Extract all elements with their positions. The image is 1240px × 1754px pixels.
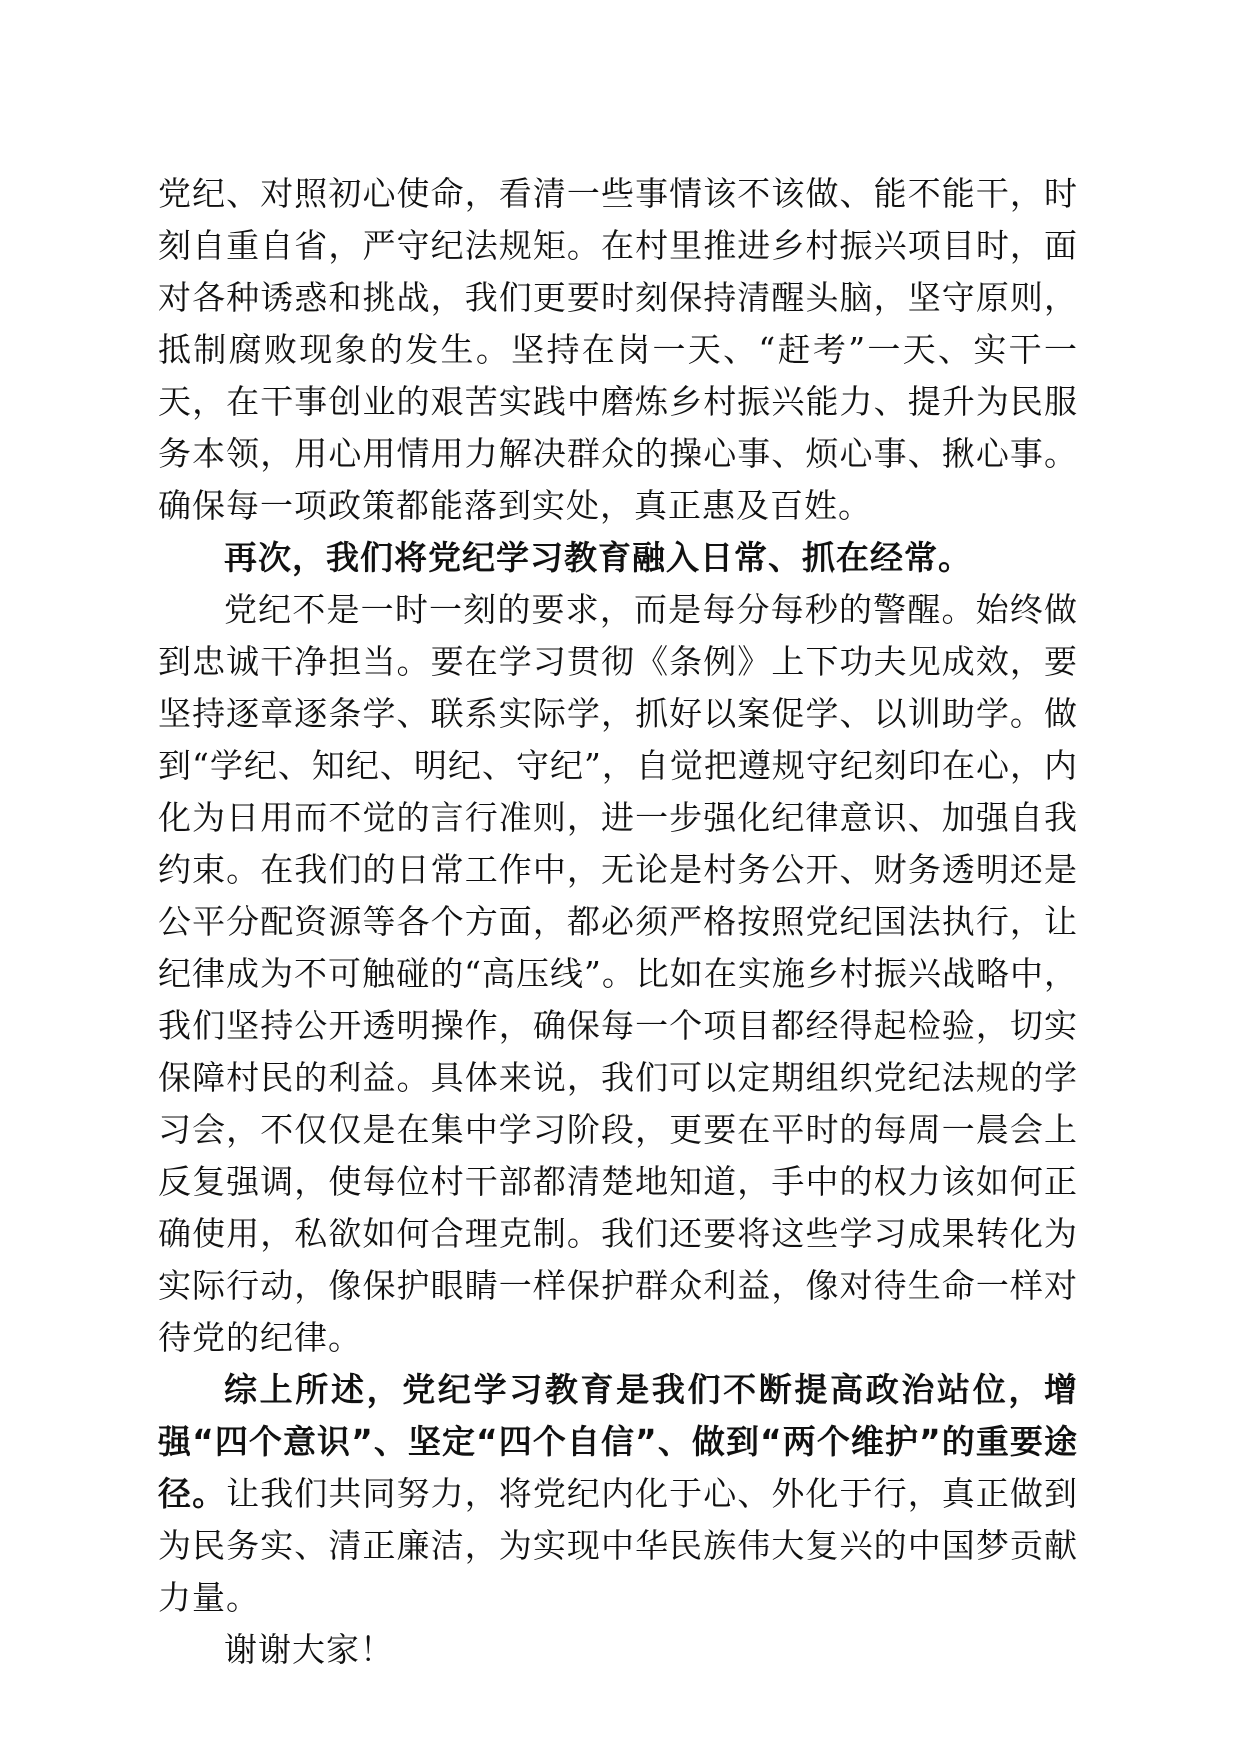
conclusion-bold-lead: 综上所述，党纪学习教育是我们不断提高政治站位，增强“四个意识”、坚定“四个自信”、做到“两个维护”的重要途径。	[158, 1370, 1078, 1513]
document-body	[158, 168, 1078, 1676]
paragraph-continuation: 党纪、对照初心使命，看清一些事情该不该做、能不能干，时刻自重自省，严守纪法规矩。在村里推进乡村振兴项目时，面对各种诱惑和挑战，我们更要时刻保持清醒头脑，坚守原则，抵制腐败现象的发生。坚持在岗一天、“赶考”一天、实干一天，在干事创业的艰苦实践中磨炼乡村振兴能力、提升为民服务本领，用心用情用力解决群众的操心事、烦心事、揪心事。确保每一项政策都能落到实处，真正惠及百姓。	[158, 174, 1078, 525]
conclusion-text: 让我们共同努力，将党纪内化于心、外化于行，真正做到为民务实、清正廉洁，为实现中华民族伟大复兴的中国梦贡献力量。	[158, 1474, 1079, 1617]
section-heading: 再次，我们将党纪学习教育融入日常、抓在经常。	[224, 538, 972, 577]
paragraph-conclusion	[158, 1364, 1078, 1624]
paragraph-discipline-daily: 党纪不是一时一刻的要求，而是每分每秒的警醒。始终做到忠诚干净担当。要在学习贯彻《条例》上下功夫见成效，要坚持逐章逐条学、联系实际学，抓好以案促学、以训助学。做到“学纪、知纪、明纪、守纪”，自觉把遵规守纪刻印在心，内化为日用而不觉的言行准则，进一步强化纪律意识、加强自我约束。在我们的日常工作中，无论是村务公开、财务透明还是公平分配资源等各个方面，都必须严格按照党纪国法执行，让纪律成为不可触碰的“高压线”。比如在实施乡村振兴战略中，我们坚持公开透明操作，确保每一个项目都经得起检验，切实保障村民的利益。具体来说，我们可以定期组织党纪法规的学习会，不仅仅是在集中学习阶段，更要在平时的每周一晨会上反复强调，使每位村干部都清楚地知道，手中的权力该如何正确使用，私欲如何合理克制。我们还要将这些学习成果转化为实际行动，像保护眼睛一样保护群众利益，像对待生命一样对待党的纪律。	[158, 590, 1078, 1357]
closing-thanks: 谢谢大家！	[224, 1630, 394, 1669]
